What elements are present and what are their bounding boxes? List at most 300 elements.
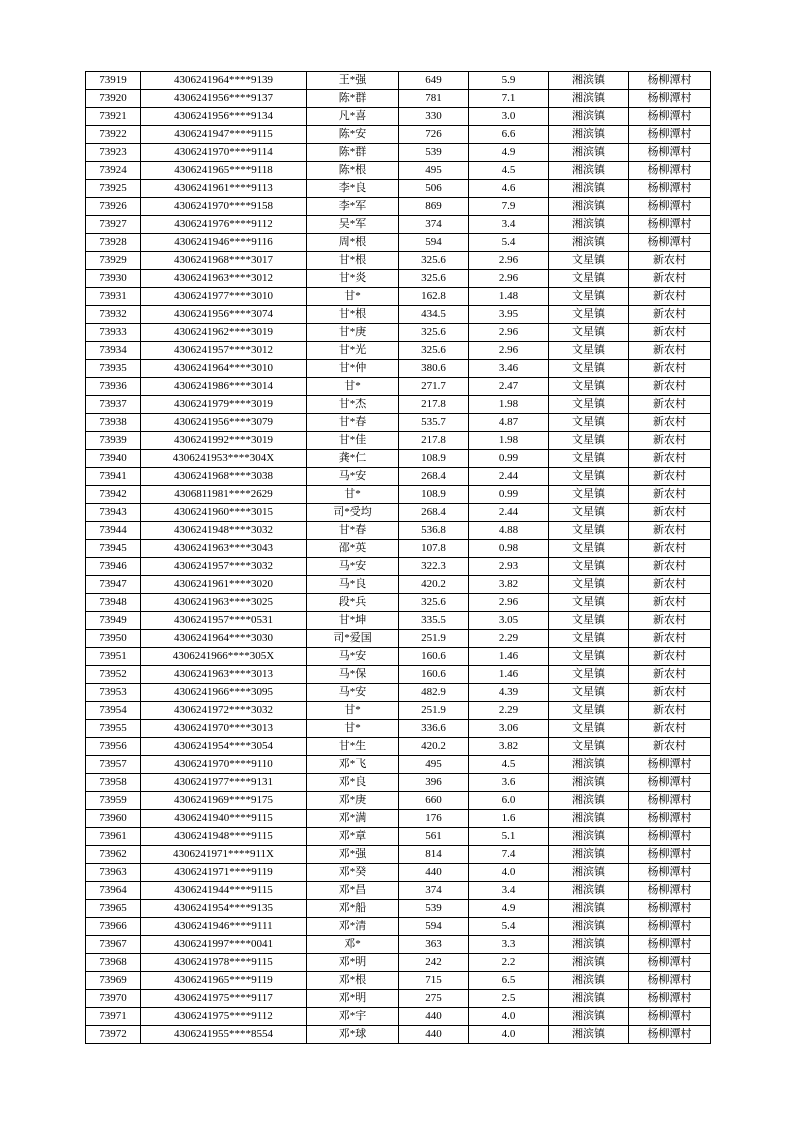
table-row <box>86 828 711 846</box>
cell-village: 新农村 <box>629 252 711 270</box>
table-row <box>86 324 711 342</box>
cell-amount: 217.8 <box>399 432 469 450</box>
cell-town: 文星镇 <box>549 702 629 720</box>
table-region <box>85 71 711 1044</box>
cell-town: 湘滨镇 <box>549 756 629 774</box>
cell-amount: 363 <box>399 936 469 954</box>
cell-town: 湘滨镇 <box>549 108 629 126</box>
table-row <box>86 1008 711 1026</box>
cell-rate: 2.93 <box>469 558 549 576</box>
cell-id-number: 4306241956****3074 <box>141 306 307 324</box>
cell-town: 文星镇 <box>549 648 629 666</box>
cell-id-number: 4306241963****3012 <box>141 270 307 288</box>
cell-serial: 73955 <box>86 720 141 738</box>
table-row <box>86 1026 711 1044</box>
table-row <box>86 630 711 648</box>
cell-serial: 73965 <box>86 900 141 918</box>
cell-name: 马*安 <box>307 648 399 666</box>
cell-village: 新农村 <box>629 720 711 738</box>
cell-serial: 73952 <box>86 666 141 684</box>
cell-rate: 1.48 <box>469 288 549 306</box>
cell-name: 李*良 <box>307 180 399 198</box>
cell-name: 邓*昌 <box>307 882 399 900</box>
cell-rate: 4.9 <box>469 900 549 918</box>
cell-rate: 3.82 <box>469 738 549 756</box>
table-row <box>86 180 711 198</box>
cell-village: 杨柳潭村 <box>629 900 711 918</box>
records-table <box>85 71 711 1044</box>
table-row <box>86 594 711 612</box>
cell-village: 新农村 <box>629 666 711 684</box>
table-row <box>86 558 711 576</box>
cell-town: 湘滨镇 <box>549 144 629 162</box>
cell-serial: 73969 <box>86 972 141 990</box>
table-row <box>86 162 711 180</box>
cell-serial: 73944 <box>86 522 141 540</box>
cell-serial: 73932 <box>86 306 141 324</box>
cell-name: 邓*庚 <box>307 792 399 810</box>
cell-town: 湘滨镇 <box>549 1026 629 1044</box>
cell-serial: 73927 <box>86 216 141 234</box>
table-row <box>86 954 711 972</box>
cell-serial: 73931 <box>86 288 141 306</box>
cell-town: 湘滨镇 <box>549 216 629 234</box>
cell-village: 新农村 <box>629 432 711 450</box>
cell-town: 湘滨镇 <box>549 972 629 990</box>
cell-town: 湘滨镇 <box>549 180 629 198</box>
cell-village: 杨柳潭村 <box>629 810 711 828</box>
cell-id-number: 4306241978****9115 <box>141 954 307 972</box>
cell-village: 杨柳潭村 <box>629 1026 711 1044</box>
cell-village: 杨柳潭村 <box>629 216 711 234</box>
cell-village: 新农村 <box>629 270 711 288</box>
cell-serial: 73947 <box>86 576 141 594</box>
cell-village: 新农村 <box>629 486 711 504</box>
table-row <box>86 342 711 360</box>
cell-amount: 325.6 <box>399 594 469 612</box>
table-row <box>86 576 711 594</box>
cell-id-number: 4306241975****9112 <box>141 1008 307 1026</box>
cell-id-number: 4306241954****9135 <box>141 900 307 918</box>
cell-rate: 1.98 <box>469 432 549 450</box>
cell-town: 湘滨镇 <box>549 72 629 90</box>
table-row <box>86 432 711 450</box>
cell-amount: 594 <box>399 918 469 936</box>
cell-rate: 2.44 <box>469 468 549 486</box>
cell-rate: 3.0 <box>469 108 549 126</box>
cell-rate: 5.1 <box>469 828 549 846</box>
cell-name: 甘*炎 <box>307 270 399 288</box>
cell-town: 文星镇 <box>549 504 629 522</box>
table-row <box>86 792 711 810</box>
cell-serial: 73972 <box>86 1026 141 1044</box>
cell-rate: 4.5 <box>469 756 549 774</box>
cell-id-number: 4306241964****9139 <box>141 72 307 90</box>
cell-amount: 781 <box>399 90 469 108</box>
cell-id-number: 4306241948****3032 <box>141 522 307 540</box>
cell-amount: 495 <box>399 162 469 180</box>
cell-name: 马*保 <box>307 666 399 684</box>
table-row <box>86 378 711 396</box>
cell-id-number: 4306241979****3019 <box>141 396 307 414</box>
cell-id-number: 4306241964****3010 <box>141 360 307 378</box>
cell-village: 新农村 <box>629 540 711 558</box>
cell-amount: 217.8 <box>399 396 469 414</box>
cell-amount: 108.9 <box>399 486 469 504</box>
cell-id-number: 4306241966****305X <box>141 648 307 666</box>
cell-id-number: 4306241970****3013 <box>141 720 307 738</box>
cell-name: 邵*英 <box>307 540 399 558</box>
cell-amount: 396 <box>399 774 469 792</box>
cell-amount: 242 <box>399 954 469 972</box>
table-row <box>86 414 711 432</box>
cell-village: 新农村 <box>629 396 711 414</box>
table-row <box>86 360 711 378</box>
cell-name: 陈*群 <box>307 144 399 162</box>
cell-serial: 73945 <box>86 540 141 558</box>
cell-serial: 73928 <box>86 234 141 252</box>
cell-rate: 4.5 <box>469 162 549 180</box>
cell-rate: 2.5 <box>469 990 549 1008</box>
cell-amount: 440 <box>399 1008 469 1026</box>
table-row <box>86 540 711 558</box>
cell-village: 杨柳潭村 <box>629 180 711 198</box>
table-row <box>86 108 711 126</box>
cell-rate: 2.47 <box>469 378 549 396</box>
cell-amount: 374 <box>399 882 469 900</box>
cell-rate: 0.98 <box>469 540 549 558</box>
cell-town: 湘滨镇 <box>549 828 629 846</box>
cell-serial: 73922 <box>86 126 141 144</box>
table-row <box>86 144 711 162</box>
cell-town: 文星镇 <box>549 414 629 432</box>
cell-town: 文星镇 <box>549 720 629 738</box>
cell-serial: 73946 <box>86 558 141 576</box>
cell-name: 邓*宇 <box>307 1008 399 1026</box>
cell-name: 王*强 <box>307 72 399 90</box>
cell-amount: 482.9 <box>399 684 469 702</box>
cell-serial: 73963 <box>86 864 141 882</box>
cell-village: 新农村 <box>629 558 711 576</box>
cell-rate: 3.95 <box>469 306 549 324</box>
table-row <box>86 972 711 990</box>
cell-rate: 3.82 <box>469 576 549 594</box>
cell-name: 邓*船 <box>307 900 399 918</box>
cell-name: 甘* <box>307 486 399 504</box>
cell-name: 陈*群 <box>307 90 399 108</box>
cell-town: 湘滨镇 <box>549 1008 629 1026</box>
cell-serial: 73949 <box>86 612 141 630</box>
cell-amount: 107.8 <box>399 540 469 558</box>
cell-amount: 160.6 <box>399 648 469 666</box>
cell-name: 甘*杰 <box>307 396 399 414</box>
cell-id-number: 4306241957****0531 <box>141 612 307 630</box>
table-row <box>86 666 711 684</box>
cell-id-number: 4306241956****9137 <box>141 90 307 108</box>
cell-id-number: 4306241969****9175 <box>141 792 307 810</box>
cell-amount: 251.9 <box>399 630 469 648</box>
cell-serial: 73954 <box>86 702 141 720</box>
cell-town: 文星镇 <box>549 666 629 684</box>
cell-village: 杨柳潭村 <box>629 864 711 882</box>
cell-amount: 325.6 <box>399 324 469 342</box>
cell-village: 杨柳潭村 <box>629 126 711 144</box>
cell-rate: 4.0 <box>469 864 549 882</box>
cell-amount: 271.7 <box>399 378 469 396</box>
cell-village: 杨柳潭村 <box>629 828 711 846</box>
cell-serial: 73926 <box>86 198 141 216</box>
cell-name: 马*良 <box>307 576 399 594</box>
cell-town: 文星镇 <box>549 450 629 468</box>
cell-rate: 4.6 <box>469 180 549 198</box>
table-row <box>86 450 711 468</box>
cell-serial: 73929 <box>86 252 141 270</box>
cell-village: 杨柳潭村 <box>629 792 711 810</box>
cell-amount: 268.4 <box>399 468 469 486</box>
cell-rate: 3.46 <box>469 360 549 378</box>
cell-rate: 2.2 <box>469 954 549 972</box>
table-row <box>86 648 711 666</box>
cell-serial: 73933 <box>86 324 141 342</box>
cell-id-number: 4306241963****3043 <box>141 540 307 558</box>
cell-village: 杨柳潭村 <box>629 972 711 990</box>
cell-id-number: 4306241956****3079 <box>141 414 307 432</box>
cell-amount: 561 <box>399 828 469 846</box>
cell-town: 文星镇 <box>549 612 629 630</box>
cell-village: 新农村 <box>629 450 711 468</box>
cell-serial: 73919 <box>86 72 141 90</box>
cell-amount: 440 <box>399 864 469 882</box>
cell-village: 新农村 <box>629 702 711 720</box>
cell-amount: 251.9 <box>399 702 469 720</box>
cell-name: 甘*根 <box>307 252 399 270</box>
cell-amount: 176 <box>399 810 469 828</box>
cell-village: 新农村 <box>629 594 711 612</box>
cell-serial: 73939 <box>86 432 141 450</box>
cell-amount: 440 <box>399 1026 469 1044</box>
table-row <box>86 72 711 90</box>
cell-rate: 2.96 <box>469 252 549 270</box>
cell-town: 湘滨镇 <box>549 918 629 936</box>
cell-town: 文星镇 <box>549 630 629 648</box>
cell-town: 文星镇 <box>549 486 629 504</box>
cell-village: 杨柳潭村 <box>629 846 711 864</box>
cell-serial: 73943 <box>86 504 141 522</box>
cell-amount: 325.6 <box>399 270 469 288</box>
cell-id-number: 4306241965****9119 <box>141 972 307 990</box>
cell-village: 杨柳潭村 <box>629 108 711 126</box>
cell-name: 邓* <box>307 936 399 954</box>
cell-town: 湘滨镇 <box>549 900 629 918</box>
table-row <box>86 846 711 864</box>
cell-id-number: 4306241960****3015 <box>141 504 307 522</box>
table-row <box>86 720 711 738</box>
cell-id-number: 4306241971****911X <box>141 846 307 864</box>
cell-rate: 3.3 <box>469 936 549 954</box>
cell-amount: 374 <box>399 216 469 234</box>
cell-town: 文星镇 <box>549 540 629 558</box>
cell-rate: 3.05 <box>469 612 549 630</box>
table-row <box>86 252 711 270</box>
cell-id-number: 4306241975****9117 <box>141 990 307 1008</box>
cell-id-number: 4306241971****9119 <box>141 864 307 882</box>
cell-name: 邓*良 <box>307 774 399 792</box>
cell-rate: 4.9 <box>469 144 549 162</box>
cell-town: 文星镇 <box>549 270 629 288</box>
cell-id-number: 4306241970****9158 <box>141 198 307 216</box>
table-row <box>86 774 711 792</box>
cell-serial: 73962 <box>86 846 141 864</box>
cell-name: 甘*春 <box>307 522 399 540</box>
cell-amount: 330 <box>399 108 469 126</box>
cell-rate: 5.4 <box>469 234 549 252</box>
cell-name: 邓*清 <box>307 918 399 936</box>
cell-amount: 539 <box>399 900 469 918</box>
cell-name: 甘* <box>307 288 399 306</box>
cell-serial: 73920 <box>86 90 141 108</box>
cell-serial: 73968 <box>86 954 141 972</box>
table-row <box>86 864 711 882</box>
cell-name: 凡*喜 <box>307 108 399 126</box>
cell-village: 新农村 <box>629 630 711 648</box>
cell-name: 邓*章 <box>307 828 399 846</box>
cell-town: 湘滨镇 <box>549 234 629 252</box>
cell-town: 湘滨镇 <box>549 90 629 108</box>
cell-id-number: 4306811981****2629 <box>141 486 307 504</box>
cell-town: 湘滨镇 <box>549 198 629 216</box>
cell-serial: 73935 <box>86 360 141 378</box>
cell-serial: 73940 <box>86 450 141 468</box>
table-row <box>86 486 711 504</box>
cell-amount: 594 <box>399 234 469 252</box>
cell-name: 甘*庚 <box>307 324 399 342</box>
cell-village: 新农村 <box>629 468 711 486</box>
cell-name: 段*兵 <box>307 594 399 612</box>
cell-id-number: 4306241968****3017 <box>141 252 307 270</box>
table-body <box>86 72 711 1044</box>
cell-name: 甘*佳 <box>307 432 399 450</box>
cell-village: 杨柳潭村 <box>629 756 711 774</box>
cell-village: 新农村 <box>629 414 711 432</box>
cell-town: 湘滨镇 <box>549 774 629 792</box>
cell-village: 杨柳潭村 <box>629 954 711 972</box>
cell-town: 文星镇 <box>549 288 629 306</box>
cell-village: 新农村 <box>629 288 711 306</box>
cell-id-number: 4306241940****9115 <box>141 810 307 828</box>
cell-amount: 539 <box>399 144 469 162</box>
cell-village: 杨柳潭村 <box>629 234 711 252</box>
cell-id-number: 4306241954****3054 <box>141 738 307 756</box>
cell-serial: 73921 <box>86 108 141 126</box>
cell-id-number: 4306241944****9115 <box>141 882 307 900</box>
cell-serial: 73923 <box>86 144 141 162</box>
cell-serial: 73953 <box>86 684 141 702</box>
table-row <box>86 702 711 720</box>
cell-name: 邓*满 <box>307 810 399 828</box>
cell-village: 新农村 <box>629 504 711 522</box>
table-row <box>86 198 711 216</box>
cell-rate: 2.29 <box>469 630 549 648</box>
cell-name: 邓*球 <box>307 1026 399 1044</box>
cell-village: 新农村 <box>629 324 711 342</box>
cell-name: 甘*仲 <box>307 360 399 378</box>
cell-amount: 108.9 <box>399 450 469 468</box>
cell-village: 新农村 <box>629 306 711 324</box>
cell-serial: 73936 <box>86 378 141 396</box>
cell-village: 新农村 <box>629 738 711 756</box>
cell-id-number: 4306241972****3032 <box>141 702 307 720</box>
cell-serial: 73934 <box>86 342 141 360</box>
table-row <box>86 270 711 288</box>
cell-rate: 1.6 <box>469 810 549 828</box>
cell-rate: 4.0 <box>469 1008 549 1026</box>
cell-rate: 2.96 <box>469 342 549 360</box>
cell-serial: 73958 <box>86 774 141 792</box>
cell-amount: 536.8 <box>399 522 469 540</box>
cell-name: 陈*根 <box>307 162 399 180</box>
cell-id-number: 4306241962****3019 <box>141 324 307 342</box>
cell-town: 文星镇 <box>549 306 629 324</box>
cell-amount: 495 <box>399 756 469 774</box>
cell-rate: 2.96 <box>469 270 549 288</box>
cell-id-number: 4306241946****9116 <box>141 234 307 252</box>
cell-id-number: 4306241992****3019 <box>141 432 307 450</box>
table-row <box>86 900 711 918</box>
cell-rate: 3.6 <box>469 774 549 792</box>
cell-name: 邓*飞 <box>307 756 399 774</box>
cell-serial: 73961 <box>86 828 141 846</box>
cell-id-number: 4306241986****3014 <box>141 378 307 396</box>
cell-town: 文星镇 <box>549 252 629 270</box>
cell-rate: 0.99 <box>469 450 549 468</box>
cell-id-number: 4306241948****9115 <box>141 828 307 846</box>
table-row <box>86 684 711 702</box>
cell-serial: 73948 <box>86 594 141 612</box>
cell-amount: 162.8 <box>399 288 469 306</box>
cell-village: 新农村 <box>629 648 711 666</box>
cell-amount: 335.5 <box>399 612 469 630</box>
cell-id-number: 4306241946****9111 <box>141 918 307 936</box>
cell-name: 甘* <box>307 378 399 396</box>
cell-amount: 726 <box>399 126 469 144</box>
cell-town: 文星镇 <box>549 396 629 414</box>
cell-serial: 73941 <box>86 468 141 486</box>
cell-id-number: 4306241947****9115 <box>141 126 307 144</box>
cell-serial: 73956 <box>86 738 141 756</box>
cell-id-number: 4306241963****3025 <box>141 594 307 612</box>
table-row <box>86 288 711 306</box>
cell-village: 新农村 <box>629 684 711 702</box>
cell-serial: 73960 <box>86 810 141 828</box>
cell-id-number: 4306241957****3012 <box>141 342 307 360</box>
cell-rate: 3.06 <box>469 720 549 738</box>
cell-id-number: 4306241997****0041 <box>141 936 307 954</box>
cell-town: 文星镇 <box>549 342 629 360</box>
cell-village: 杨柳潭村 <box>629 144 711 162</box>
table-row <box>86 504 711 522</box>
table-row <box>86 756 711 774</box>
table-row <box>86 990 711 1008</box>
cell-serial: 73930 <box>86 270 141 288</box>
cell-rate: 7.1 <box>469 90 549 108</box>
cell-town: 湘滨镇 <box>549 162 629 180</box>
cell-name: 邓*强 <box>307 846 399 864</box>
table-row <box>86 216 711 234</box>
table-row <box>86 126 711 144</box>
cell-village: 杨柳潭村 <box>629 1008 711 1026</box>
table-row <box>86 234 711 252</box>
table-row <box>86 612 711 630</box>
